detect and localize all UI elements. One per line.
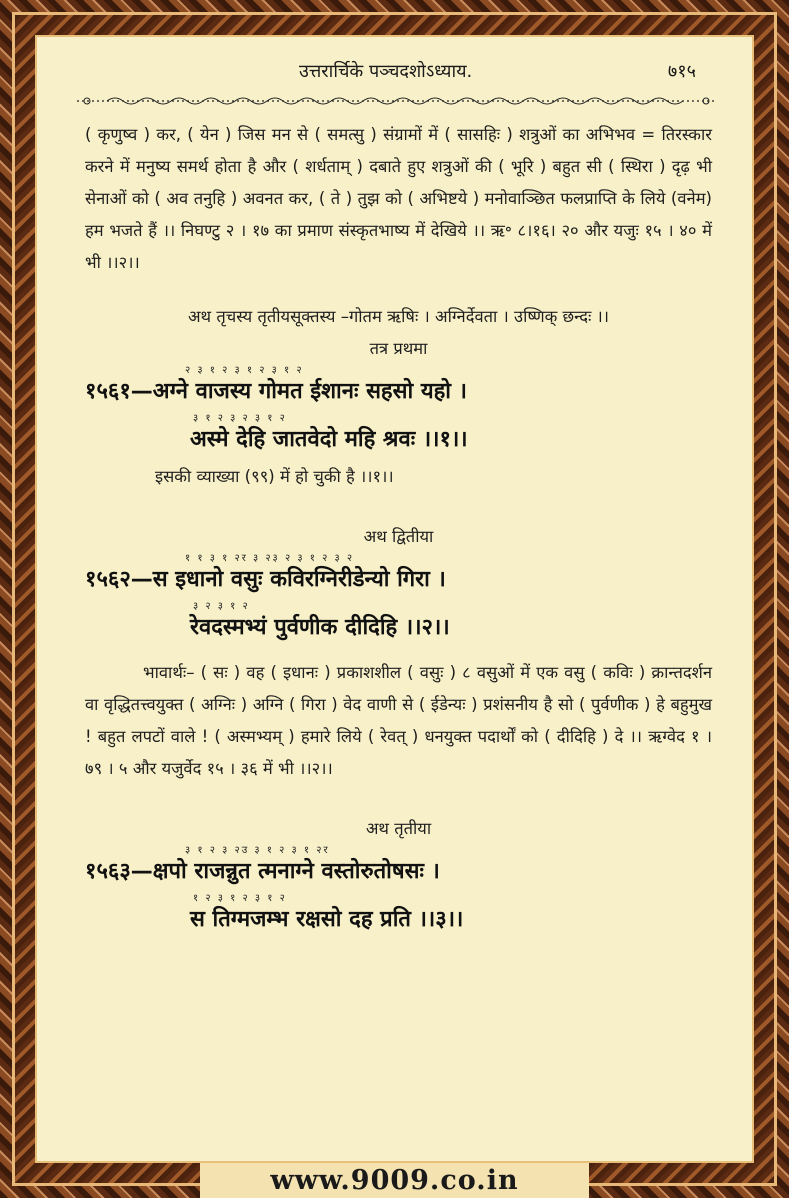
mantra-1562-accents-line1: १ १ ३ १ २र ३ २३ २ ३ १ २ ३ २ (185, 553, 355, 564)
note-1: इसकी व्याख्या (९९) में हो चुकी है ।।१।। (155, 467, 394, 486)
mantra-1561-accents-line1: २ ३ १ २ ३ १ २ ३ १ २ (185, 365, 304, 376)
mantra-1561-accents-line2: ३ १ २ ३ २ ३ १ २ (193, 413, 287, 424)
mantra-1562-line1: १५६२—स इधानो वसुः कविरग्निरीडेन्यो गिरा । (85, 567, 446, 592)
ornament-rule (77, 95, 716, 107)
section-3-title: अथ तृतीया (365, 819, 432, 838)
mantra-1562-accents-line2: ३ २ ३ १ २ (193, 601, 250, 612)
page-header (37, 59, 752, 89)
tatra-prathama-heading: तत्र प्रथमा (369, 339, 428, 358)
book-page (35, 35, 754, 1163)
mantra-1563-line1: १५६३—क्षपो राजन्नुत त्मनाग्ने वस्तोरुतोषसः । (85, 859, 440, 884)
mantra-1563-accents-line1: ३ १ २ ३ २उ ३ १ २ ३ १ २र (185, 845, 330, 856)
mantra-1563-line2: स तिग्मजम्भ रक्षसो दह प्रति ।।३।। (190, 907, 464, 932)
mantra-1563 (85, 845, 712, 935)
mantra-1563-accents-line2: १ २ ३ १ २ ३ १ २ (193, 893, 287, 904)
mantra-1561-line1: १५६१—अग्ने वाजस्य गोमत ईशानः सहसो यहो । (85, 379, 467, 404)
mantra-1562-line2: रेवदस्मभ्यं पुर्वणीक दीदिहि ।।२।। (190, 615, 450, 640)
header-title: उत्तरार्चिके पञ्चदशोऽध्याय. (299, 61, 473, 82)
page-content (85, 119, 712, 935)
sukta-intro-line: अथ तृचस्य तृतीयसूक्तस्य –गोतम ऋषिः । अग्निर्देवता । उष्णिक् छन्दः ।। (187, 307, 610, 326)
section-2-title: अथ द्वितीया (363, 527, 434, 546)
paragraph-1: ( कृणुष्व ) कर, ( येन ) जिस मन से ( समत्सु ) संग्रामों में ( सासहिः ) शत्रुओं का अभिभव = तिरस्कार करने में मनुष्य समर्थ होता है और ( शर्धताम् ) दबाते हुए शत्रुओं की ( भूरि ) बहुत सी ( स्थिरा ) दृढ़ भी सेनाओं को ( अव तनुहि ) अवनत कर, ( ते ) तुझ को ( अभिष्टये ) मनोवाञ्छित फलप्राप्ति के लिये (वनेम) हम भजते हैं ।। निघण्टु २ । १७ का प्रमाण संस्कृतभाष्य में देखिये ।। ऋ॰ ८।१६। २० और यजुः १५ । ४० में भी ।।२।। (85, 125, 712, 272)
mantra-1561-line2: अस्मे देहि जातवेदो महि श्रवः ।।१।। (190, 427, 468, 452)
paragraph-2-bhavarth: भावार्थः– ( सः ) वह ( इधानः ) प्रकाशशील ( वसुः ) ८ वसुओं में एक वसु ( कविः ) क्रान्तदर्शन वा वृद्धितत्त्वयुक्त ( अग्निः ) अग्नि ( गिरा ) वेद वाणी से ( ईडेन्यः ) प्रशंसनीय है सो ( पुर्वणीक ) हे बहुमुख ! बहुत लपटों वाले ! ( अस्मभ्यम् ) हमारे लिये ( रेवत् ) धनयुक्त पदार्थों को ( दीदिहि ) दे ।। ऋग्वेद १ । ७९ । ५ और यजुर्वेद १५ । ३६ में भी ।।२।। (85, 663, 712, 778)
page-number: ७१५ (667, 61, 696, 82)
footer-url: www.9009.co.in (270, 1165, 519, 1196)
mantra-1562 (85, 553, 712, 643)
mantra-1561 (85, 365, 712, 455)
